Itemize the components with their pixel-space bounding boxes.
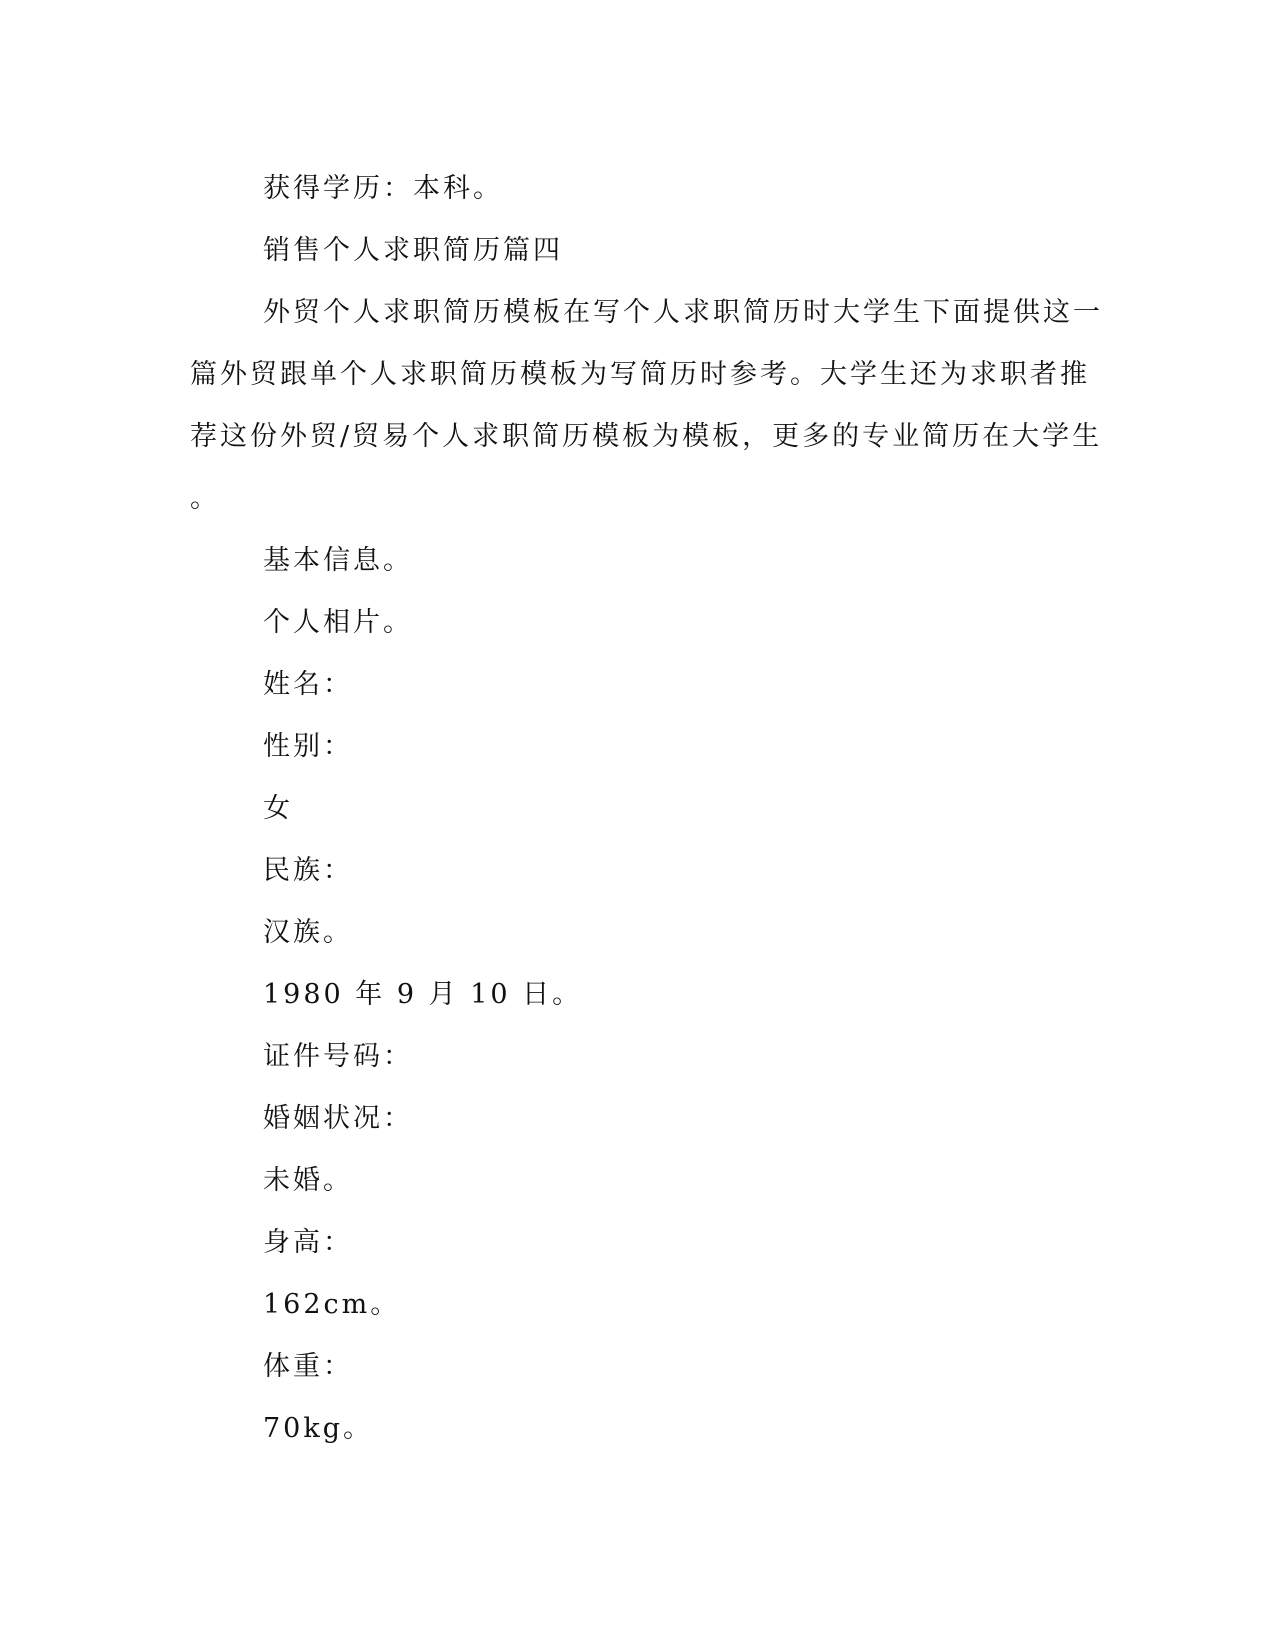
info-line: 70kg。	[263, 1413, 374, 1444]
info-line: 姓名：	[263, 669, 353, 700]
intro-line: 篇外贸跟单个人求职简历模板为写简历时参考。大学生还为求职者推	[190, 359, 1090, 390]
document-body	[190, 158, 1103, 1460]
info-line: 证件号码：	[263, 1041, 413, 1072]
info-line: 未婚。	[263, 1165, 353, 1196]
info-line: 身高：	[263, 1227, 353, 1258]
info-line: 汉族。	[263, 917, 353, 948]
info-line: 个人相片。	[263, 607, 413, 638]
info-line: 民族：	[263, 855, 353, 886]
info-line: 女	[263, 793, 293, 824]
info-line: 162cm。	[263, 1289, 401, 1320]
intro-line: 。	[190, 483, 220, 514]
info-line: 体重：	[263, 1351, 353, 1382]
info-line: 1980 年 9 月 10 日。	[263, 979, 583, 1010]
info-line: 基本信息。	[263, 545, 413, 576]
section-heading: 销售个人求职简历篇四	[263, 235, 563, 266]
intro-line: 荐这份外贸/贸易个人求职简历模板为模板，更多的专业简历在大学生	[190, 421, 1103, 452]
info-line: 性别：	[263, 731, 353, 762]
info-line: 婚姻状况：	[263, 1103, 413, 1134]
intro-paragraph	[190, 282, 1103, 530]
education-line: 获得学历：本科。	[263, 173, 503, 204]
intro-line: 外贸个人求职简历模板在写个人求职简历时大学生下面提供这一	[263, 297, 1103, 328]
